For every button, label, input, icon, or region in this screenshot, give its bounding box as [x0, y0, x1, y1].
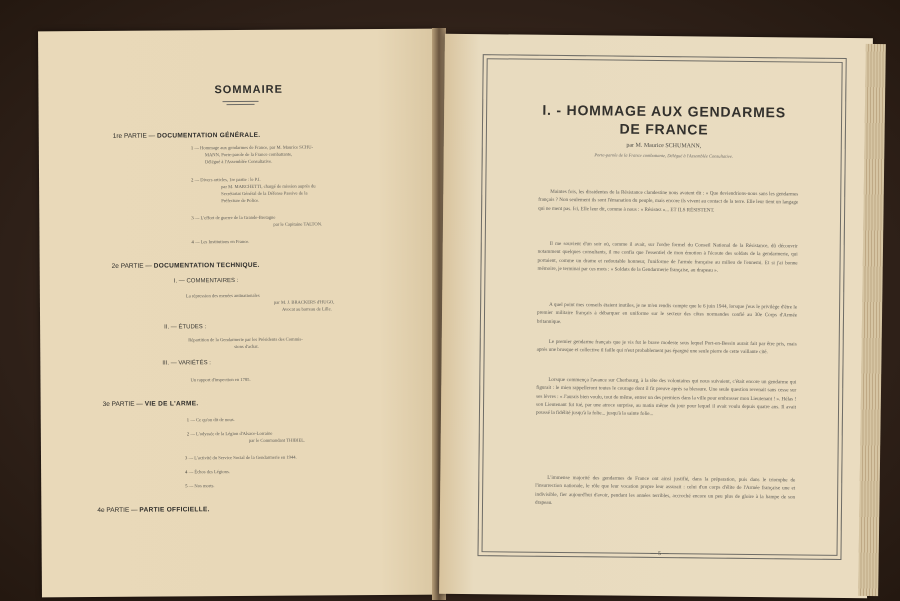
part-3-item-5: 5 — Nos morts. [185, 483, 215, 489]
part-2-heading: 2e PARTIE — DOCUMENTATION TECHNIQUE. [111, 261, 260, 270]
article-title-line-1: I. - HOMMAGE AUX GENDARMES [542, 101, 786, 121]
title-ornament [223, 101, 259, 102]
title-ornament [227, 104, 255, 105]
part-1-item-4: 4 — Les Institutions en France. [191, 238, 250, 245]
article-paragraph: A quel point mes conseils étaient inutiles, je ne m'en rendis compte que le 6 juin 1944, lorsque j'eus le privilège d'être le premier militaire français à débarquer en uniforme sur le secteur des côtes normandes confié au 30e Corps d'Armée britannique. [536, 301, 798, 325]
article-paragraph: Le premier gendarme français que je vis fut le brave modeste sous lequel Port-en-Bessin aurait fait par être pris, mais après une brusque et collective il faille qui n'eut probablement pas épargné une seule pierre de cette vaillante cité. [536, 338, 797, 356]
part-2-section-1-text: La répression des menées antinationales par M. J. BRACKERS d'HUGO, Avocat au barreau de Lille. [185, 292, 335, 312]
sommaire-title: SOMMAIRE [214, 83, 283, 97]
part-3-item-4: 4 — Échos des Légions. [185, 469, 230, 475]
article-paragraph: Lorsque commença l'avance sur Cherbourg, à la tête des volontaires qui nous suivaient, c'était encore un gendarme qui figurait : le mien rappelleront toutes le courage dont il fit preuve après sa blessure. Une seule question revenait sans cesse sur ses lèvres : « J'aurais bien voulu, tout de même, entrer un des premiers dans la ville pour embrasser mon Lieutenant ! ». Hélas ! son Lieutenant fut tué, par une atroce surprise, au matin même du jour pour lequel il avait voulu depuis quatre ans. Il avait poussé la fidélité jusqu'à la folie... jusqu'à la sainte folie... [535, 376, 797, 418]
part-1-heading: 1re PARTIE — DOCUMENTATION GÉNÉRALE. [112, 131, 261, 140]
part-1-item-3: 3 — L'effort de guerre de la Grande-Bretagne par le Capitaine TALTON. [191, 214, 323, 227]
part-4-heading: 4e PARTIE — PARTIE OFFICIELLE. [97, 506, 210, 514]
part-3-item-1: 1 — Ce qu'on dit de nous. [186, 417, 235, 423]
article-byline: par M. Maurice SCHUMANN, [626, 142, 702, 150]
article-title-line-2: DE FRANCE [619, 120, 709, 138]
article-paragraph: Maintes fois, les dissidentes de la Résistance clandestine nous avaient dit : « Que deviendrions-nous sans les gendarmes français ? Non seulement ils sont l'émanation du peuple, mais encore ils vivent au contact de la terre. Elle leur tient un langage qui ne ment pas. Ici, Elle leur dit, comme à nous : « Résistez »... ET ILS RÉSISTENT. [538, 188, 799, 214]
part-1-item-1: 1 — Hommage aux gendarmes de France, par M. Maurice SCHU- MANN, Porte-parole de la France combattante, Délégué à l'Assemblée Consultative. [190, 144, 314, 165]
left-page [38, 29, 440, 598]
part-1-item-2: 2 — Divers articles, 1re partie : le P.I. par M. MARCHETTI, chargé de mission auprès du Secrétariat Général de la Défense Passive de la Préfecture de Police. [191, 176, 316, 204]
article-paragraph: L'immense majorité des gendarmes de France ont ainsi justifié, dans la préparation, puis dans le triomphe de l'insurrection nationale, le rôle que leur vocation propre leur assurait : celui d'un corps d'élite de l'Armée française une et indivisible, fier aujourd'hui d'avoir, pendant les années terribles, accroché encore un peu plus de gloire à la hampe de son drapeau. [535, 474, 796, 506]
part-2-section-2-heading: II. — ÉTUDES : [164, 324, 207, 331]
part-2-section-2-text: Répartition de la Gendarmerie par les Présidents des Commis- sions d'achat. [188, 336, 303, 350]
part-2-section-3-heading: III. — VARIÉTÉS : [162, 360, 211, 367]
part-3-item-2: 2 — L'odyssée de la Légion d'Alsace-Lorraine par le Commandant THIBIEL. [186, 430, 306, 443]
page-number: — 5 — [650, 550, 669, 558]
part-3-heading: 3e PARTIE — VIE DE L'ARME. [102, 400, 199, 408]
article-paragraph: Il me souvient d'un soir où, comme il avait, sur l'ordre formel du Conseil National de la Résistance, dû découvrir notamment quelques consultants, il me confia que l'essentiel de mon émotion à l'écoute des soldats de la gendarmerie, qui portaient, comme un drame et redoutable honneur, l'uniforme de l'armée française au milieu de l'ennemi. Et si j'ai bonne mémoire, je terminai par ces mots : « Soldats de la Gendarmerie française, au drapeau ». [537, 240, 798, 274]
article-byline-note: Porte-parole de la France combattante, Délégué à l'Assemblée Consultative. [594, 152, 733, 159]
part-2-section-3-text: Un rapport d'inspection en 1785. [190, 376, 251, 383]
article-frame [477, 54, 846, 560]
part-3-item-3: 3 — L'activité du Service Social de la Gendarmerie en 1944. [184, 454, 297, 461]
part-2-section-1-heading: I. — COMMENTAIRES : [173, 278, 239, 285]
right-page [439, 34, 873, 598]
